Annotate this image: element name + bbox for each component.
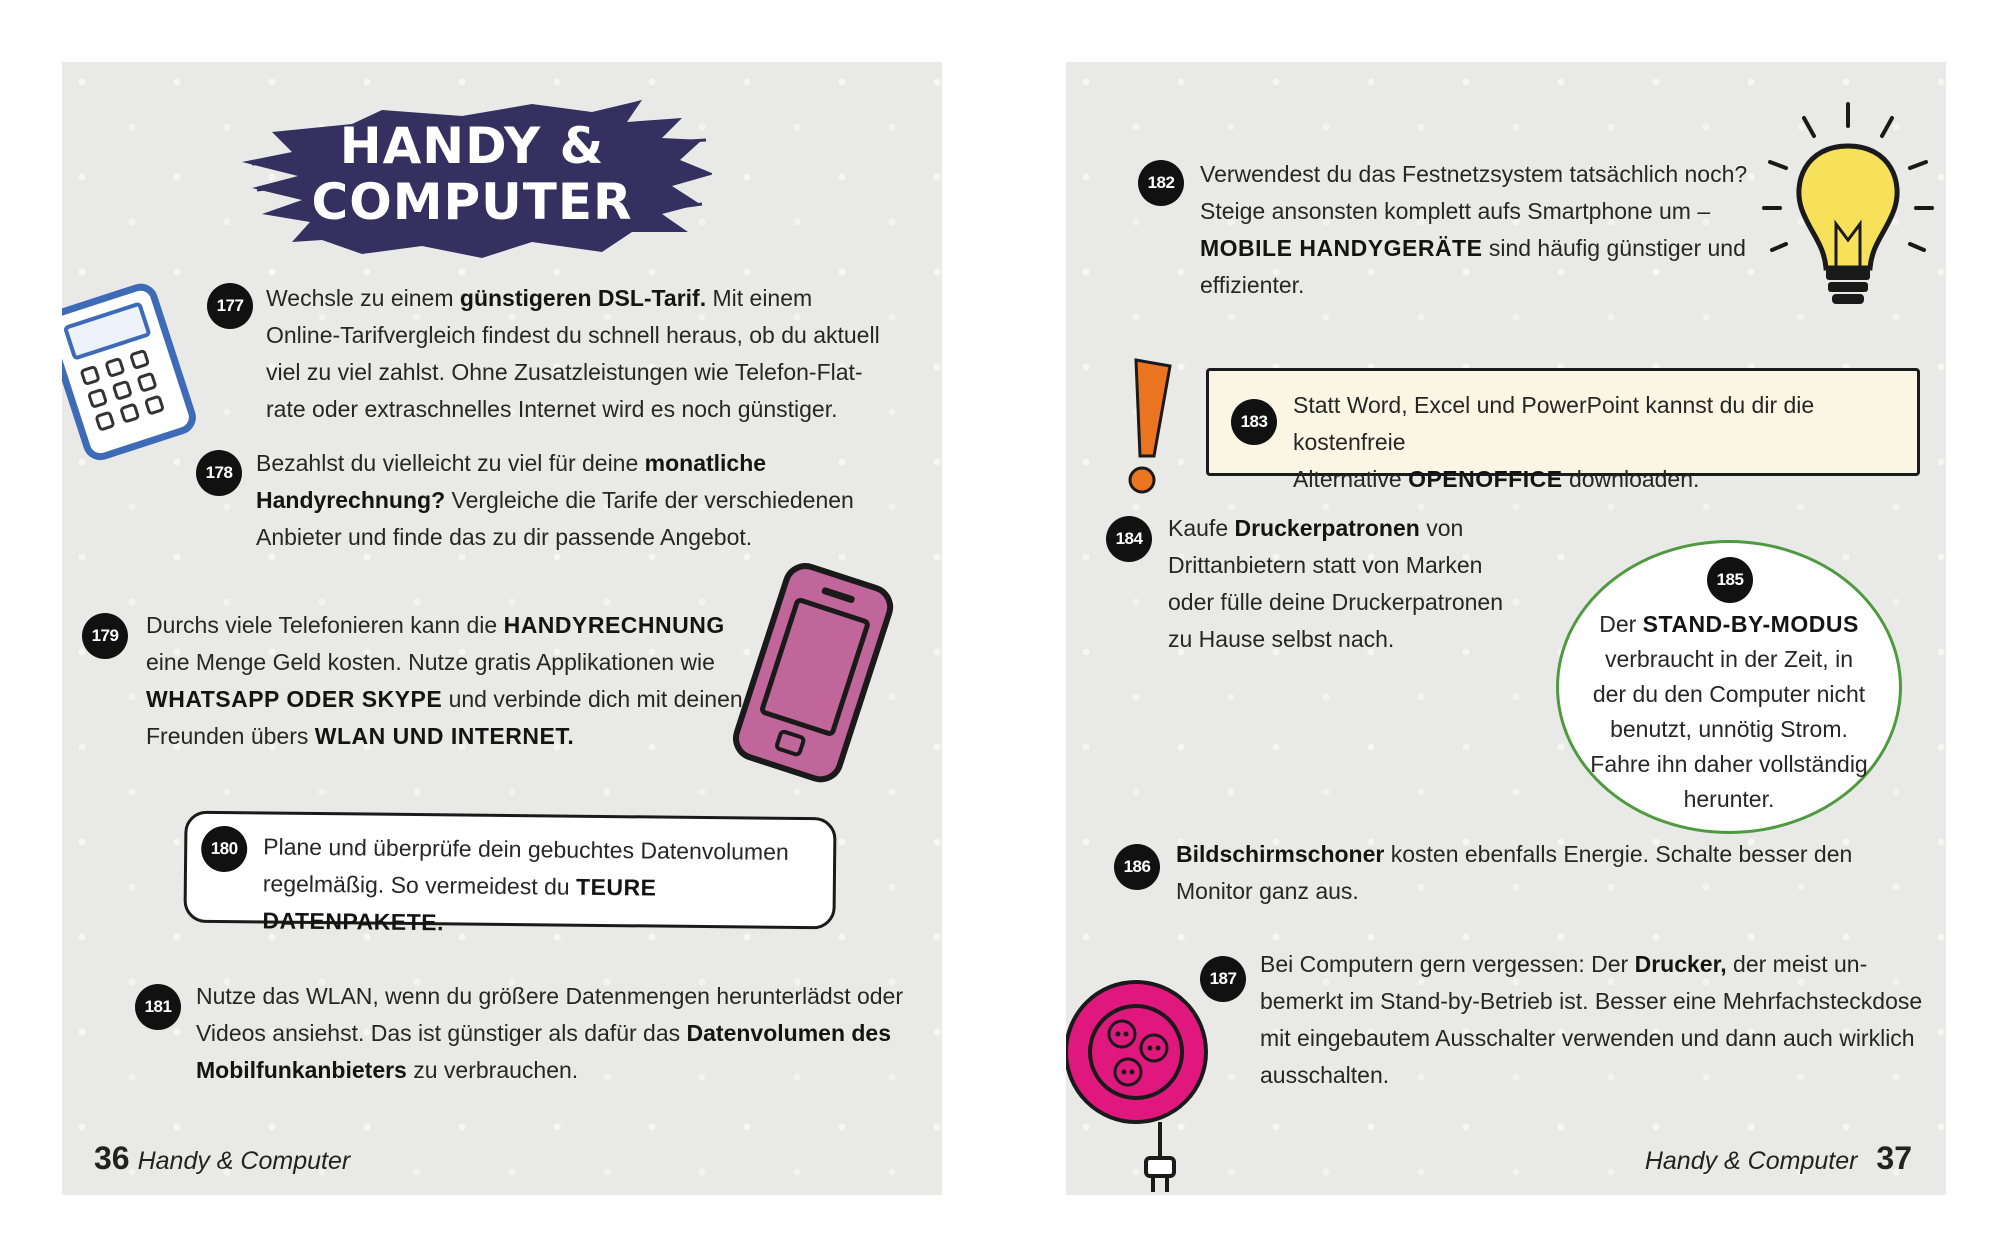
tip-185-text: der du den Computer nicht — [1592, 681, 1866, 707]
tip-183 — [1293, 387, 1917, 498]
left-page — [62, 62, 942, 1195]
tip-183-text: Statt Word, Excel und PowerPoint kannst du dir die kostenfreie — [1293, 392, 1815, 455]
tip-186-highlight: Bildschirmschoner — [1176, 841, 1385, 867]
tip-184 — [1168, 510, 1503, 658]
tip-185-text: herunter. — [1683, 786, 1775, 812]
title-line-2: COMPUTER — [311, 173, 633, 231]
tip-182 — [1200, 156, 1747, 304]
tip-184-text: oder fülle deine Druckerpatronen — [1168, 589, 1503, 615]
tip-181-text: Videos ansiehst. Das ist günstiger als dafür das — [196, 1020, 687, 1046]
tip-184-text: Drittanbietern statt von Marken — [1168, 552, 1483, 578]
right-page — [1066, 62, 1946, 1195]
tip-183-text: downloaden. — [1562, 466, 1700, 492]
tip-177 — [266, 280, 880, 428]
tip-179-highlight: HANDYRECHNUNG — [503, 612, 725, 638]
tip-181-highlight: Datenvolumen des — [686, 1020, 892, 1046]
tip-178-text: Vergleiche die Tarife der verschiedenen — [445, 487, 854, 513]
tip-181-text: zu verbrauchen. — [406, 1057, 579, 1083]
chapter-title — [232, 82, 712, 262]
tip-178-text: Bezahlst du vielleicht zu viel für deine — [256, 450, 645, 476]
tip-182-text: Steige ansonsten komplett aufs Smartphone um – — [1200, 198, 1711, 224]
tip-187-text: ausschalten. — [1260, 1062, 1390, 1088]
tip-178 — [256, 445, 854, 556]
tip-182-number: 182 — [1138, 160, 1184, 206]
tip-186-number: 186 — [1114, 844, 1160, 890]
tip-183-box — [1206, 368, 1920, 492]
tip-177-text: Mit einem — [706, 285, 813, 311]
tip-184-text: Kaufe — [1168, 515, 1235, 541]
tip-186-text: kosten ebenfalls Energie. Schalte besser den — [1384, 841, 1853, 867]
tip-180-text: regelmäßig. So vermeidest du — [262, 870, 577, 900]
tip-186 — [1176, 836, 1852, 910]
page-number: 36 — [94, 1140, 130, 1176]
tip-182-text: effizienter. — [1200, 272, 1305, 298]
calculator-icon — [62, 280, 196, 470]
tip-177-text: viel zu viel zahlst. Ohne Zusatzleistungen wie Telefon-Flat- — [266, 359, 863, 385]
footer-title: Handy & Computer — [137, 1147, 351, 1175]
tip-178-highlight: monatliche — [644, 450, 767, 476]
tip-177-text: Wechsle zu einem — [266, 285, 460, 311]
tip-187-text: Bei Computern gern vergessen: Der — [1260, 951, 1635, 977]
tip-179-text: Freunden übers — [146, 723, 315, 749]
left-footer — [94, 1140, 350, 1177]
tip-181-text: Nutze das WLAN, wenn du größere Datenmengen herunterlädst oder — [196, 983, 904, 1009]
tip-185-highlight: STAND-BY-MODUS — [1642, 611, 1859, 637]
tip-180-box — [183, 811, 836, 936]
lightbulb-icon — [1756, 98, 1936, 338]
tip-180-text: Plane und überprüfe dein gebuchtes Datenvolumen — [263, 833, 789, 865]
tip-179-highlight: WHATSAPP ODER SKYPE — [146, 686, 443, 712]
tip-187-text: bemerkt im Stand-by-Betrieb ist. Besser eine Mehrfachsteckdose — [1260, 988, 1923, 1014]
tip-184-number: 184 — [1106, 516, 1152, 562]
tip-185 — [1559, 607, 1899, 817]
tip-181-highlight: Mobilfunkanbieters — [196, 1057, 407, 1083]
tip-177-number: 177 — [207, 283, 253, 329]
tip-181 — [196, 978, 903, 1089]
tip-185-circle — [1556, 540, 1902, 834]
tip-185-text: Fahre ihn daher vollständig — [1590, 751, 1868, 777]
tip-183-text: Alternative — [1293, 466, 1409, 492]
tip-187-text: der meist un- — [1726, 951, 1868, 977]
tip-179-number: 179 — [82, 613, 128, 659]
tip-185-text: benutzt, unnötig Strom. — [1610, 716, 1848, 742]
tip-183-highlight: OPENOFFICE — [1408, 466, 1563, 492]
tip-179-text: und verbinde dich mit deinen — [442, 686, 743, 712]
tip-182-text: sind häufig günstiger und — [1482, 235, 1746, 261]
footer-title: Handy & Computer — [1644, 1147, 1858, 1175]
tip-182-highlight: MOBILE HANDYGERÄTE — [1200, 235, 1483, 261]
tip-180-number: 180 — [201, 826, 247, 872]
tip-180-highlight: TEURE DATENPAKETE. — [262, 873, 657, 936]
tip-178-number: 178 — [196, 450, 242, 496]
tip-179 — [146, 607, 743, 755]
tip-185-number: 185 — [1707, 557, 1753, 603]
tip-184-highlight: Druckerpatronen — [1234, 515, 1420, 541]
tip-185-text: verbraucht in der Zeit, in — [1604, 646, 1853, 672]
tip-187 — [1260, 946, 1922, 1094]
tip-182-text: Verwendest du das Festnetzsystem tatsächlich noch? — [1200, 161, 1748, 187]
tip-187-text: mit eingebautem Ausschalter verwenden und dann auch wirklich — [1260, 1025, 1915, 1051]
power-socket-icon — [1066, 972, 1216, 1195]
tip-178-text: Anbieter und finde das zu dir passende Angebot. — [256, 524, 753, 550]
tip-179-text: Durchs viele Telefonieren kann die — [146, 612, 504, 638]
tip-187-number: 187 — [1200, 956, 1246, 1002]
tip-184-text: zu Hause selbst nach. — [1168, 626, 1395, 652]
tip-181-number: 181 — [135, 984, 181, 1030]
tip-183-number: 183 — [1231, 399, 1277, 445]
smartphone-icon — [724, 558, 904, 788]
tip-186-text: Monitor ganz aus. — [1176, 878, 1359, 904]
title-line-1: HANDY & — [339, 117, 605, 175]
right-footer — [1645, 1140, 1912, 1177]
tip-180 — [262, 828, 833, 945]
tip-184-text: von — [1419, 515, 1464, 541]
tip-177-highlight: günstigeren DSL-Tarif. — [459, 285, 707, 311]
tip-177-text: rate oder extraschnelles Internet wird es noch günstiger. — [266, 396, 838, 422]
tip-179-highlight: WLAN UND INTERNET. — [314, 723, 575, 749]
tip-179-text: eine Menge Geld kosten. Nutze gratis Applikationen wie — [146, 649, 715, 675]
tip-178-highlight: Handyrechnung? — [256, 487, 446, 513]
tip-185-text: Der — [1599, 611, 1643, 637]
tip-177-text: Online-Tarifvergleich findest du schnell heraus, ob du aktuell — [266, 322, 880, 348]
tip-187-highlight: Drucker, — [1634, 951, 1727, 977]
page-number: 37 — [1876, 1140, 1912, 1176]
exclamation-icon — [1114, 352, 1184, 512]
